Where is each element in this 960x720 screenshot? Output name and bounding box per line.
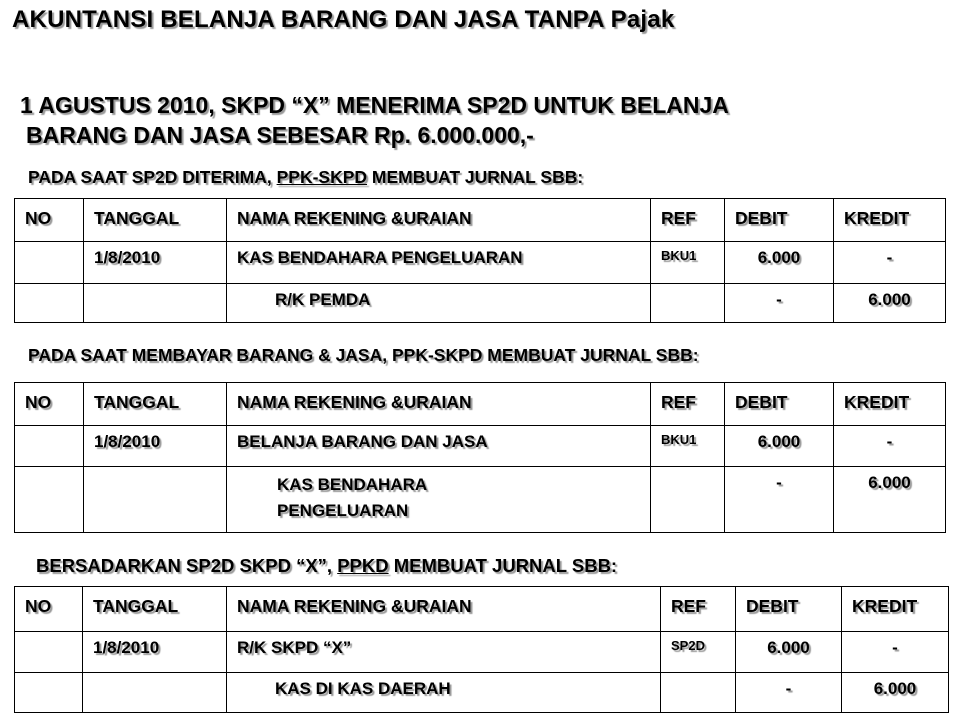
section-3-heading	[36, 555, 617, 577]
cell-debit: 6.000	[725, 242, 834, 284]
cell-ref	[661, 673, 736, 713]
cell-tanggal: 1/8/2010	[84, 426, 227, 467]
header-tanggal: TANGGAL	[84, 199, 227, 242]
section-3-heading-text: BERSADARKAN SP2D SKPD “X”,	[36, 555, 338, 576]
page-title: AKUNTANSI BELANJA BARANG DAN JASA TANPA Pajak	[12, 6, 675, 33]
intro-line-1: 1 AGUSTUS 2010, SKPD “X” MENERIMA SP2D UNTUK BELANJA	[20, 92, 729, 118]
cell-ref: BKU1	[651, 242, 725, 284]
table-row	[15, 673, 949, 713]
section-1-heading-tail: MEMBUAT JURNAL SBB:	[367, 167, 584, 187]
cell-debit: 6.000	[725, 426, 834, 467]
cell-tanggal	[84, 467, 227, 533]
section-3-heading-tail: MEMBUAT JURNAL SBB:	[388, 555, 618, 576]
cell-no	[15, 426, 84, 467]
section-2-heading-text: PADA SAAT MEMBAYAR BARANG & JASA, PPK-SKPD MEMBUAT JURNAL SBB:	[28, 345, 699, 365]
section-1-heading-text: PADA SAAT SP2D DITERIMA,	[28, 167, 277, 187]
header-no: NO	[15, 587, 83, 632]
cell-uraian: KAS BENDAHARA PENGELUARAN	[227, 242, 651, 284]
table-header-row	[15, 587, 949, 632]
cell-ref	[651, 284, 725, 323]
cell-tanggal: 1/8/2010	[84, 242, 227, 284]
intro-line-2: BARANG DAN JASA SEBESAR Rp. 6.000.000,-	[26, 122, 534, 148]
header-kredit: KREDIT	[834, 199, 946, 242]
header-kredit: KREDIT	[842, 587, 949, 632]
header-no: NO	[15, 383, 84, 426]
journal-table-2	[14, 382, 946, 533]
cell-uraian: KAS DI KAS DAERAH	[227, 673, 661, 713]
section-2-heading	[28, 345, 699, 366]
header-uraian: NAMA REKENING &URAIAN	[227, 587, 661, 632]
table-row	[15, 242, 946, 284]
journal-table-3	[14, 586, 949, 713]
header-ref: REF	[661, 587, 736, 632]
cell-kredit: 6.000	[834, 284, 946, 323]
cell-kredit: 6.000	[834, 467, 946, 533]
cell-debit: -	[725, 284, 834, 323]
header-ref: REF	[651, 199, 725, 242]
table-row	[15, 284, 946, 323]
cell-tanggal	[84, 284, 227, 323]
header-uraian: NAMA REKENING &URAIAN	[227, 199, 651, 242]
cell-uraian: KAS BENDAHARA PENGELUARAN	[227, 467, 651, 533]
header-debit: DEBIT	[736, 587, 842, 632]
table-row	[15, 632, 949, 673]
header-debit: DEBIT	[725, 383, 834, 426]
cell-debit: 6.000	[736, 632, 842, 673]
table-header-row	[15, 199, 946, 242]
header-no: NO	[15, 199, 84, 242]
table-row	[15, 426, 946, 467]
cell-kredit: 6.000	[842, 673, 949, 713]
cell-uraian: BELANJA BARANG DAN JASA	[227, 426, 651, 467]
journal-table-1	[14, 198, 946, 323]
transaction-description	[20, 90, 729, 150]
cell-uraian: R/K SKPD “X”	[227, 632, 661, 673]
cell-uraian: R/K PEMDA	[227, 284, 651, 323]
table-header-row	[15, 383, 946, 426]
cell-ref: SP2D	[661, 632, 736, 673]
cell-debit: -	[725, 467, 834, 533]
cell-tanggal	[83, 673, 227, 713]
header-tanggal: TANGGAL	[83, 587, 227, 632]
header-uraian: NAMA REKENING &URAIAN	[227, 383, 651, 426]
cell-ref: BKU1	[651, 426, 725, 467]
cell-no	[15, 632, 83, 673]
cell-no	[15, 673, 83, 713]
cell-no	[15, 284, 84, 323]
header-debit: DEBIT	[725, 199, 834, 242]
cell-tanggal: 1/8/2010	[83, 632, 227, 673]
cell-no	[15, 467, 84, 533]
cell-kredit: -	[834, 242, 946, 284]
cell-ref	[651, 467, 725, 533]
section-3-heading-entity: PPKD	[337, 555, 389, 576]
section-1-heading-entity: PPK-SKPD	[276, 167, 368, 187]
header-kredit: KREDIT	[834, 383, 946, 426]
cell-kredit: -	[842, 632, 949, 673]
table-row	[15, 467, 946, 533]
section-1-heading	[28, 167, 583, 188]
cell-debit: -	[736, 673, 842, 713]
header-ref: REF	[651, 383, 725, 426]
cell-no	[15, 242, 84, 284]
cell-kredit: -	[834, 426, 946, 467]
header-tanggal: TANGGAL	[84, 383, 227, 426]
